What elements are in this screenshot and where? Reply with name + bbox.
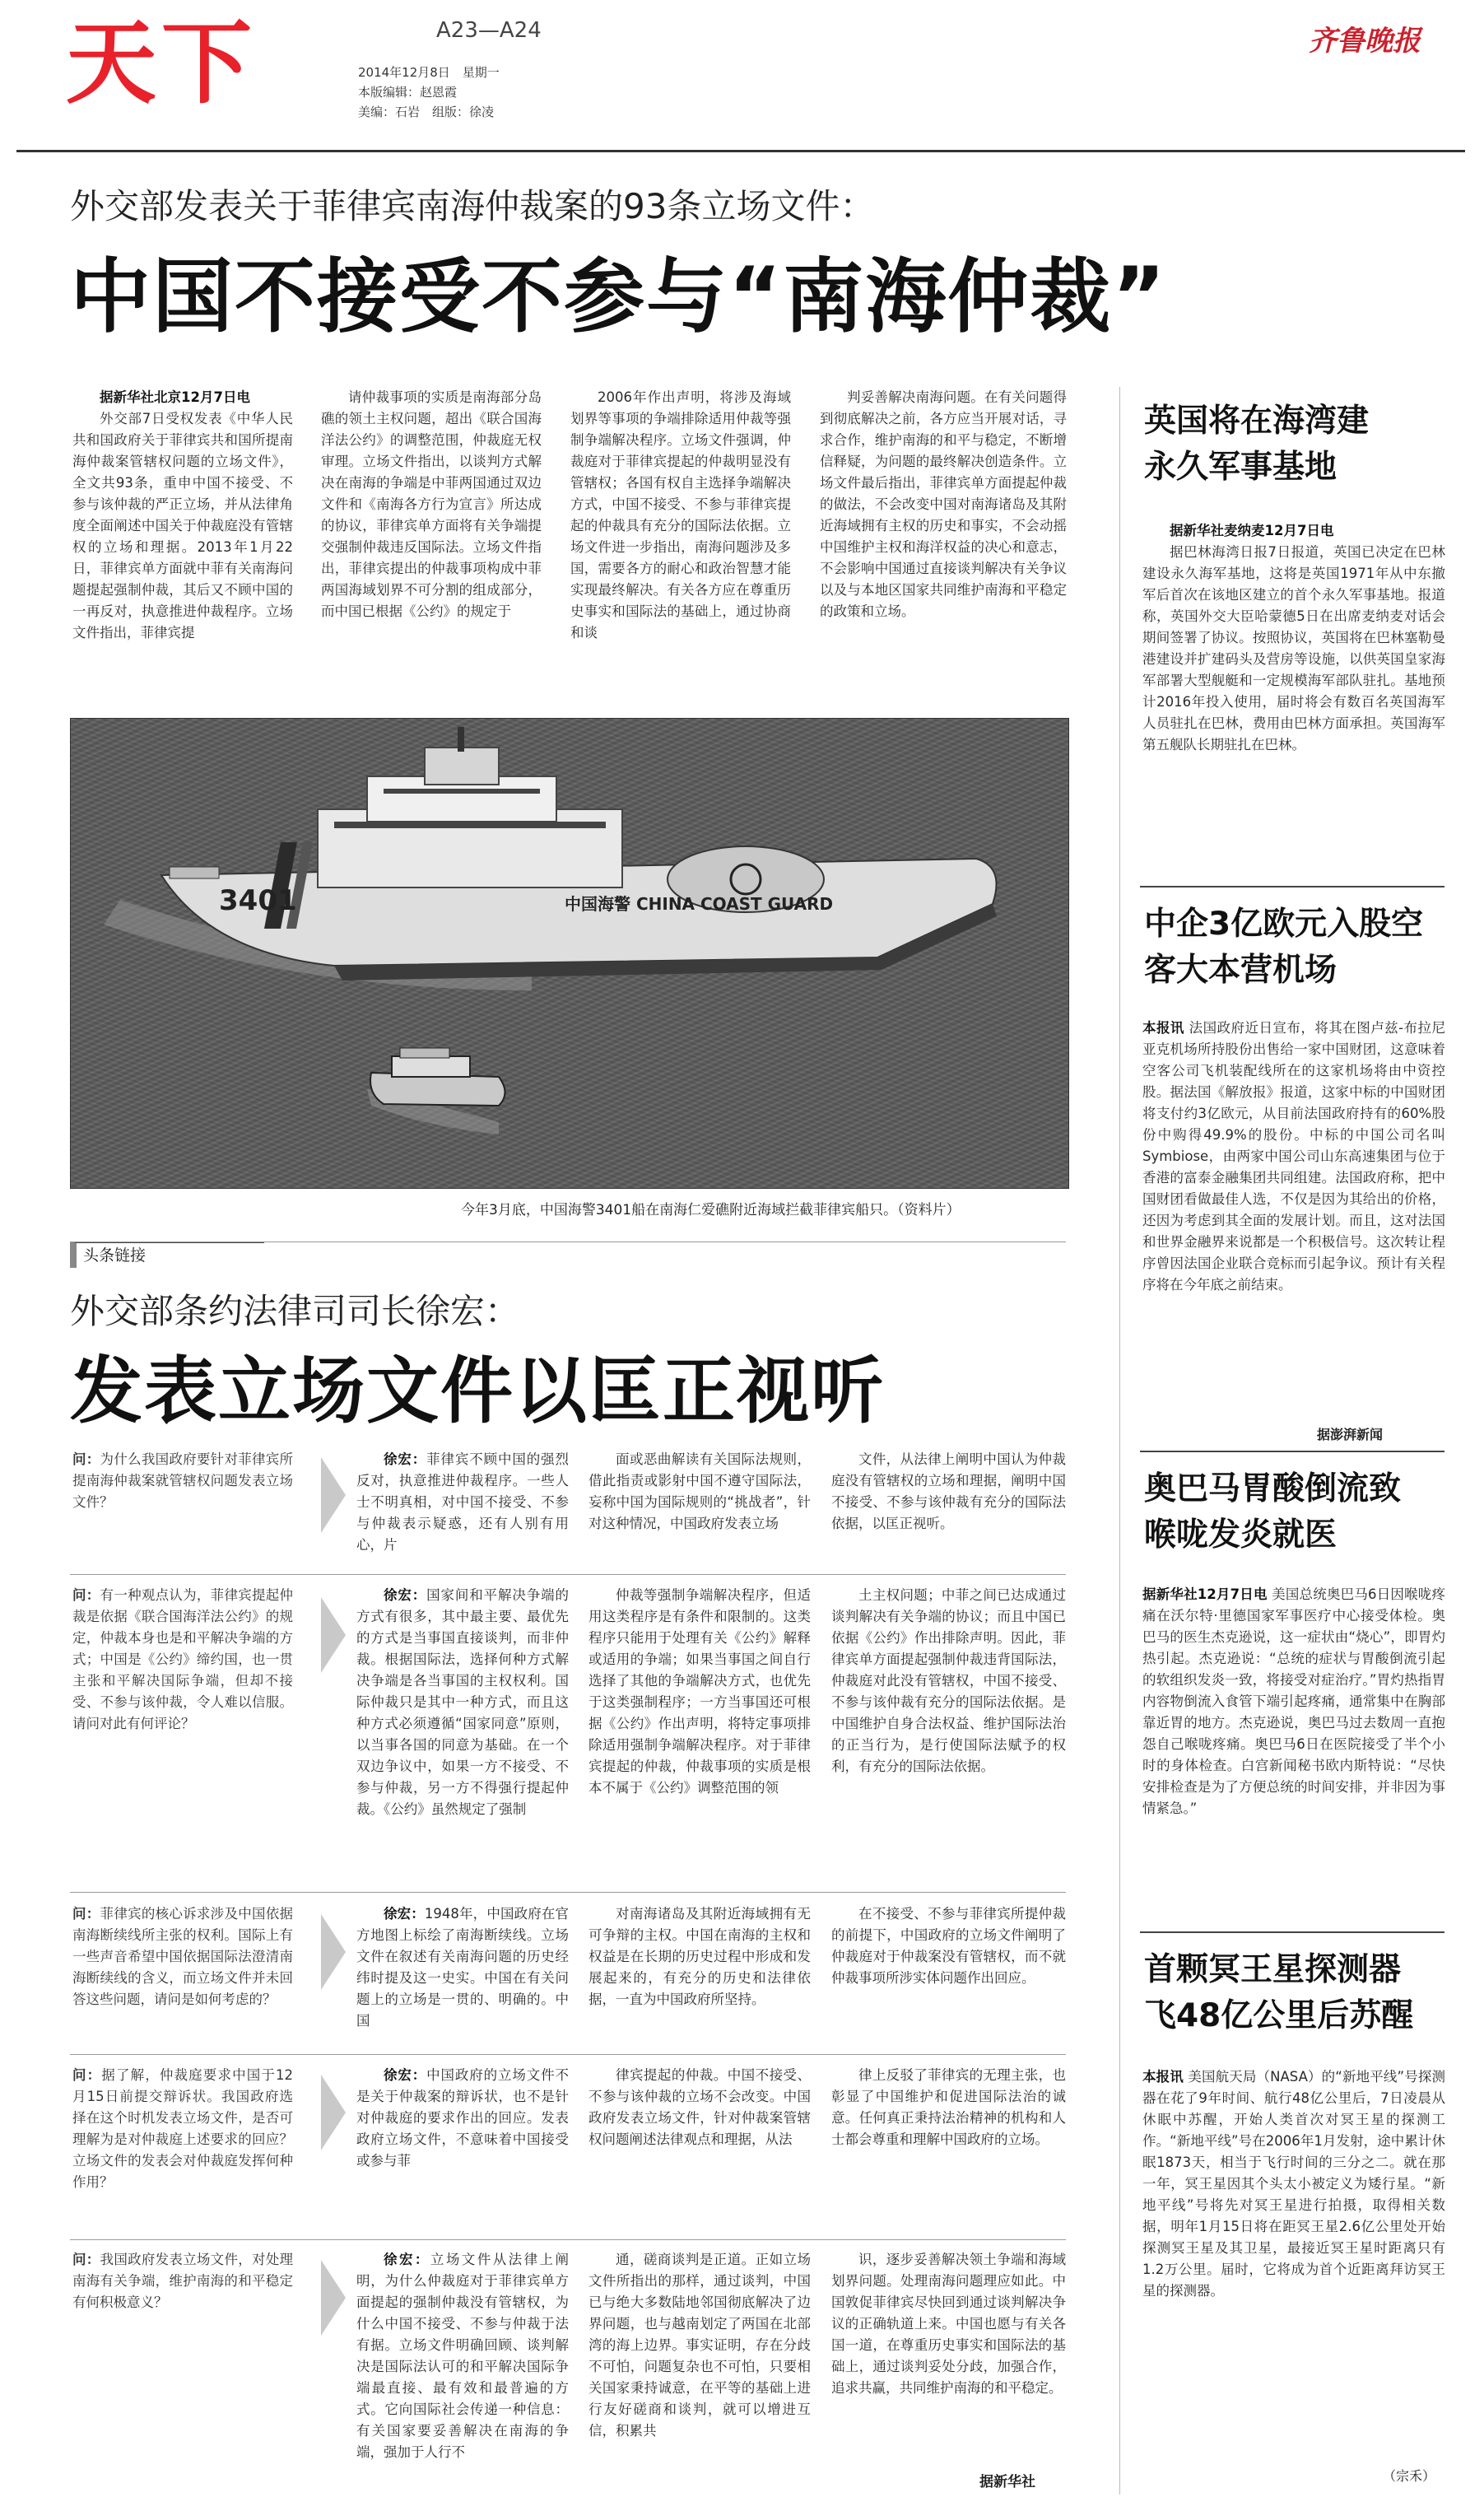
sidebar-text: 法国政府近日宣布，将其在图卢兹-布拉尼亚克机场所持股份出售给一家中国财团，这意味着空客公司飞机装配线所在的这家机场将由中资控股。据法国《解放报》报道，这家中标的中国财团将支付约3亿欧元，从目前法国政府持有的60%股份中购得49.9%的股份。中标的中国公司名叫Symbiose，由两家中国公司山东高速集团与位于香港的富泰金融集团共同组建。法国政府称，把中国财团看做最佳人选，不仅是因为其给出的价格，还因为考虑到其全面的发展计划。而且，这对法国和世界金融界来说都是一个积极信号。这次转让程序曾因法国企业联合竞标而引起争议。预计有关程序将在今年底之前结束。 bbox=[1142, 1020, 1445, 1293]
main-column-text: 判妥善解决南海问题。在有关问题得到彻底解决之前，各方应当开展对话，寻求合作，维护南海的和平与稳定，不断增信释疑，为问题的最终解决创造条件。立场文件最后指出，菲律宾单方面提起仲裁的做法，不会改变中国对南海诸岛及其附近海域拥有主权的历史和事实，不会动摇中国维护主权和海洋权益的决心和意志，不会影响中国通过直接谈判解决有关争议以及与本地区国家共同维护南海和平稳定的政策和立场。 bbox=[820, 389, 1067, 619]
answer-text: 中国政府的立场文件不是关于仲裁案的辩诉状，也不是针对仲裁庭的要求作出的回应。发表政府立场文件，不意味着中国接受或参与菲 bbox=[356, 2067, 569, 2169]
sidebar-credit: （宗禾） bbox=[1383, 2468, 1436, 2484]
main-column-4 bbox=[820, 387, 1067, 696]
qa-arrow-icon bbox=[321, 2075, 346, 2150]
answer-text: 菲律宾不顾中国的强烈反对，执意推进仲裁程序。一些人士不明真相，对中国不接受、不参与仲裁表示疑惑，还有人别有用心，片 bbox=[356, 1451, 569, 1553]
sidebar-text: 据巴林海湾日报7日报道，英国已决定在巴林建设永久海军基地，这将是英国1971年从中东撤军后首次在该地区建立的首个永久军事基地。报道称，英国外交大臣哈蒙德5日在出席麦纳麦对话会期间签署了协议。按照协议，英国将在巴林塞勒曼港建设并扩建码头及营房等设施，以供英国皇家海军部署大型舰艇和一定规模海军部队驻扎。基地预计2016年投入使用，届时将会有数百名英国海军人员驻扎在巴林，费用由巴林方面承担。英国海军第五舰队长期驻扎在巴林。 bbox=[1142, 544, 1445, 752]
sidebar-story-3 bbox=[1142, 1584, 1445, 1913]
question-text: 有一种观点认为，菲律宾提起仲裁是依据《联合国海洋法公约》的规定，仲裁本身也是和平解决争端的方式；中国是《公约》缔约国，也一贯主张和平解决国际争端，但却不接受、不参与该仲裁，令人难以信服。请问对此有何评论？ bbox=[72, 1587, 293, 1731]
qa-answer-5-col-3 bbox=[831, 2249, 1066, 2467]
answer-text: 国家间和平解决争端的方式有很多，其中最主要、最优先的方式是当事国直接谈判，而非仲裁。根据国际法，选择何种方式解决争端是各当事国的主权权利。国际仲裁只是其中一种方式，而且这种方式必须遵循“国家同意”原则，以当事各国的同意为基础。在一个双边争议中，如果一方不接受、不参与仲裁，另一方不得强行提起仲裁。《公约》虽然规定了强制 bbox=[356, 1587, 569, 1817]
question-label: 问： bbox=[72, 2067, 102, 2083]
issue-date: 2014年12月8日 星期一 bbox=[358, 65, 500, 80]
qa-answer-4-col-1 bbox=[356, 2065, 569, 2229]
masthead-rule bbox=[16, 150, 1465, 152]
qa-question-2 bbox=[72, 1585, 293, 1881]
sidebar-headline-1: 英国将在海湾建永久军事基地 bbox=[1144, 403, 1370, 486]
qa-question-3 bbox=[72, 1903, 293, 2043]
sidebar-byline: 本报讯 bbox=[1142, 2069, 1184, 2085]
qa-arrow-icon bbox=[321, 2260, 346, 2336]
link-kicker: 外交部条约法律司司长徐宏： bbox=[70, 1291, 520, 1331]
qa-answer-3-col-2 bbox=[588, 1903, 811, 2043]
sidebar-headline-2: 中企3亿欧元入股空客大本营机场 bbox=[1144, 906, 1424, 989]
qa-separator bbox=[70, 2239, 1066, 2240]
answer-text: 仲裁等强制争端解决程序，但适用这类程序是有条件和限制的。这类程序只能用于处理有关《公约》解释或适用的争端；如果当事国之间自行选择了其他的争端解决方式，也优先于这类强制程序；一方当事国还可根据《公约》作出声明，将特定事项排除适用强制争端解决程序。对于菲律宾提起的仲裁，仲裁事项的实质是根本不属于《公约》调整范围的领 bbox=[588, 1587, 811, 1796]
ship-photo-illustration bbox=[71, 719, 1068, 1188]
page-range: A23—A24 bbox=[436, 18, 542, 43]
photo-caption: 今年3月底，中国海警3401船在南海仁爱礁附近海域拦截菲律宾船只。（资料片） bbox=[461, 1202, 961, 1218]
main-column-text: 请仲裁事项的实质是南海部分岛礁的领土主权问题，超出《联合国海洋法公约》的调整范围，仲裁庭无权审理。立场文件指出，以谈判方式解决在南海的争端是中菲两国通过双边文件和《南海各方行为宣言》所达成的协议，菲律宾单方面将有关争端提交强制仲裁违反国际法。立场文件指出，菲律宾提出的仲裁事项构成中菲两国海域划界不可分割的组成部分，而中国已根据《公约》的规定于 bbox=[321, 389, 542, 619]
qa-arrow-icon bbox=[321, 1457, 346, 1533]
sidebar-headline-4: 首颗冥王星探测器飞48亿公里后苏醒 bbox=[1144, 1951, 1414, 2034]
answer-text: 识，逐步妥善解决领土争端和海域划界问题。处理南海问题理应如此。中国敦促菲律宾尽快回到通过谈判解决争议的正确轨道上来。中国也愿与有关各国一道，在尊重历史事实和国际法的基础上，通过谈判妥处分歧，加强合作，追求共赢，共同维护南海的和平稳定。 bbox=[831, 2252, 1066, 2396]
answer-text: 面或恶曲解读有关国际法规则，借此指责或影射中国不遵守国际法，妄称中国为国际规则的“挑战者”，针对这种情况，中国政府发表立场 bbox=[588, 1451, 811, 1531]
answer-text: 1948年，中国政府在官方地图上标绘了南海断续线。立场文件在叙述有关南海问题的历史经纬时提及这一史实。中国在有关问题上的立场是一贯的、明确的。中国 bbox=[356, 1906, 569, 2029]
qa-answer-1-col-2 bbox=[588, 1449, 811, 1564]
main-column-2 bbox=[321, 387, 542, 696]
main-column-text: 外交部7日受权发表《中华人民共和国政府关于菲律宾共和国所提南海仲裁案管辖权问题的立场文件》，全文共93条，重申中国不接受、不参与该仲裁的严正立场，并从法律角度全面阐述中国关于仲裁庭没有管辖权的立场和理据。2013年1月22日，菲律宾单方面就中菲有关南海问题提起强制仲裁，其后又不顾中国的一再反对，执意推进仲裁程序。立场文件指出，菲律宾提 bbox=[72, 411, 293, 641]
sidebar-story-4 bbox=[1142, 2066, 1445, 2460]
qa-answer-3-col-1 bbox=[356, 1903, 569, 2043]
ship-name-text: 中国海警 CHINA COAST GUARD bbox=[565, 894, 834, 914]
question-label: 问： bbox=[72, 1587, 100, 1603]
qa-separator bbox=[70, 1574, 1066, 1575]
main-column-3 bbox=[570, 387, 791, 696]
qa-answer-1-col-1 bbox=[356, 1449, 569, 1564]
answer-text: 在不接受、不参与菲律宾所提仲裁的前提下，中国政府的立场文件阐明了仲裁庭对于仲裁案没有管辖权，而不就仲裁事项所涉实体问题作出回应。 bbox=[831, 1906, 1066, 1986]
sidebar-story-1 bbox=[1142, 520, 1445, 866]
answer-label: 徐宏： bbox=[384, 1906, 425, 1922]
answer-label: 徐宏： bbox=[384, 2067, 427, 2083]
sidebar-credit: 据澎湃新闻 bbox=[1317, 1427, 1384, 1442]
main-kicker: 外交部发表关于菲律宾南海仲裁案的93条立场文件： bbox=[70, 186, 875, 226]
link-headline: 发表立场文件以匡正视听 bbox=[70, 1349, 886, 1433]
qa-answer-5-col-1 bbox=[356, 2249, 569, 2488]
qa-answer-1-col-3 bbox=[831, 1449, 1066, 1564]
sidebar-text: 美国航天局（NASA）的“新地平线”号探测器在花了9年时间、航行48亿公里后，7日凌晨从休眠中苏醒，开始人类首次对冥王星的探测工作。“新地平线”号在2006年1月发射，途中累计休眠1873天，相当于飞行时间的三分之二。就在那一年，冥王星因其个头太小被定义为矮行星。“新地平线”号将先对冥王星进行拍摄，取得相关数据，明年1月15日将在距冥王星2.6亿公里处开始探测冥王星及其卫星，最接近冥王星时距离只有1.2万公里。届时，它将成为首个近距离拜访冥王星的探测器。 bbox=[1142, 2069, 1445, 2299]
qa-arrow-icon bbox=[321, 1914, 346, 1990]
sidebar-byline: 本报讯 bbox=[1142, 1020, 1184, 1036]
newspaper-brand-logo: 齐鲁晚报 bbox=[1309, 25, 1421, 58]
sidebar-rule bbox=[1140, 1931, 1444, 1933]
answer-text: 立场文件从法律上阐明，为什么仲裁庭对于菲律宾单方面提起的强制仲裁没有管辖权，为什么中国不接受、不参与仲裁于法有据。立场文件明确回顾、谈判解决是国际法认可的和平解决国际争端最直接、最有效和最普遍的方式。它向国际社会传递一种信息：有关国家要妥善解决在南海的争端，强加于人行不 bbox=[356, 2252, 569, 2460]
qa-answer-4-col-2 bbox=[588, 2065, 811, 2229]
qa-answer-3-col-3 bbox=[831, 1903, 1066, 2043]
main-column-text: 2006年作出声明，将涉及海域划界等事项的争端排除适用仲裁等强制争端解决程序。立场文件强调，仲裁庭对于菲律宾提起的仲裁明显没有管辖权；各国有权自主选择争端解决方式，中国不接受、不参与菲律宾提起的仲裁具有充分的国际法依据。立场文件进一步指出，南海问题涉及多国，需要各方的耐心和政治智慧才能实现最终解决。有关各方应在尊重历史事实和国际法的基础上，通过协商和谈 bbox=[570, 389, 791, 641]
qa-answer-2-col-1 bbox=[356, 1585, 569, 1881]
hull-number-text: 3401 bbox=[219, 884, 297, 917]
qa-answer-2-col-2 bbox=[588, 1585, 811, 1881]
qa-answer-2-col-3 bbox=[831, 1585, 1066, 1881]
sidebar-text: 美国总统奥巴马6日因喉咙疼痛在沃尔特·里德国家军事医疗中心接受体检。奥巴马的医生杰克逊说，这一症状由“烧心”，即胃灼热引起。杰克逊说：“总统的症状与胃酸倒流引起的软组织发炎一致，将接受对症治疗。”胃灼热指胃内容物倒流入食管下端引起疼痛，通常集中在胸部靠近胃的地方。杰克逊说，奥巴马过去数周一直抱怨自己喉咙疼痛。奥巴马6日在医院接受了半个小时的身体检查。白宫新闻秘书欧内斯特说：“尽快安排检查是为了方便总统的时间安排，并非因为事情紧急。” bbox=[1142, 1586, 1445, 1816]
sidebar-story-2 bbox=[1142, 1018, 1445, 1429]
sidebar-rule bbox=[1140, 1451, 1444, 1452]
question-text: 为什么我国政府要针对菲律宾所提南海仲裁案就管辖权问题发表立场文件？ bbox=[72, 1451, 293, 1510]
sidebar-byline: 据新华社麦纳麦12月7日电 bbox=[1170, 523, 1334, 538]
masthead-meta bbox=[358, 63, 500, 122]
question-text: 我国政府发表立场文件，对处理南海有关争端，维护南海的和平稳定有何积极意义？ bbox=[72, 2252, 293, 2310]
design-credit: 美编：石岩 组版：徐凌 bbox=[358, 105, 495, 119]
sidebar-headline-3: 奥巴马胃酸倒流致喉咙发炎就医 bbox=[1144, 1470, 1402, 1554]
question-label: 问： bbox=[72, 2252, 100, 2267]
question-text: 据了解，仲裁庭要求中国于12月15日前提交辩诉状。我国政府选择在这个时机发表立场文件，是否可理解为是对仲裁庭上述要求的回应？立场文件的发表会对仲裁庭发挥何种作用？ bbox=[72, 2067, 293, 2190]
answer-label: 徐宏： bbox=[384, 1451, 427, 1467]
editor-credit: 本版编辑：赵恩霞 bbox=[358, 85, 458, 100]
qa-answer-4-col-3 bbox=[831, 2065, 1066, 2229]
question-label: 问： bbox=[72, 1451, 100, 1467]
answer-text: 律上反驳了菲律宾的无理主张，也彰显了中国维护和促进国际法治的诚意。任何真正秉持法治精神的机构和人士都会尊重和理解中国政府的立场。 bbox=[831, 2067, 1066, 2147]
answer-label: 徐宏： bbox=[384, 1587, 427, 1603]
answer-text: 对南海诸岛及其附近海域拥有无可争辩的主权。中国在南海的主权和权益是在长期的历史过程中形成和发展起来的，有充分的历史和法律依据，一直为中国政府所坚持。 bbox=[588, 1906, 811, 2007]
sidebar-divider bbox=[1119, 387, 1120, 2495]
sidebar-rule bbox=[1140, 886, 1444, 887]
answer-text: 通，磋商谈判是正道。正如立场文件所指出的那样，通过谈判，中国已与绝大多数陆地邻国彻底解决了边界问题，也与越南划定了两国在北部湾的海上边界。事实证明，存在分歧不可怕，问题复杂也不可怕，只要相关国家秉持诚意，在平等的基础上进行友好磋商和谈判，就可以增进互信，积累共 bbox=[588, 2252, 811, 2439]
answer-text: 文件，从法律上阐明中国认为仲裁庭没有管辖权的立场和理据，阐明中国不接受、不参与该仲裁有充分的国际法依据，以匡正视听。 bbox=[831, 1451, 1066, 1531]
main-byline: 据新华社北京12月7日电 bbox=[100, 389, 250, 405]
qa-credit: 据新华社 bbox=[979, 2474, 1035, 2490]
answer-text: 律宾提起的仲裁。中国不接受、不参与该仲裁的立场不会改变。中国政府发表立场文件，针对仲裁案管辖权问题阐述法律观点和理据，从法 bbox=[588, 2067, 811, 2147]
answer-label: 徐宏： bbox=[384, 2252, 430, 2267]
news-photo bbox=[70, 718, 1069, 1189]
link-tag: 头条链接 bbox=[70, 1242, 264, 1268]
qa-question-4 bbox=[72, 2065, 293, 2229]
sidebar-byline: 据新华社12月7日电 bbox=[1142, 1586, 1268, 1602]
qa-separator bbox=[70, 2054, 1066, 2055]
question-text: 菲律宾的核心诉求涉及中国依据南海断续线所主张的权利。国际上有一些声音希望中国依据国际法澄清南海断续线的含义，而立场文件并未回答这些问题，请问是如何考虑的？ bbox=[72, 1906, 293, 2007]
answer-text: 土主权问题；中菲之间已达成通过谈判解决有关争端的协议；而且中国已依据《公约》作出排除声明。因此，菲律宾单方面提起强制仲裁违背国际法，仲裁庭对此没有管辖权，中国不接受、不参与该仲裁有充分的国际法依据。是中国维护自身合法权益、维护国际法治的正当行为，是行使国际法赋予的权利，有充分的国际法依据。 bbox=[831, 1587, 1066, 1774]
qa-arrow-icon bbox=[321, 1597, 346, 1673]
main-column-1 bbox=[72, 387, 293, 696]
main-headline: 中国不接受不参与“南海仲裁” bbox=[70, 250, 1167, 344]
qa-question-1 bbox=[72, 1449, 293, 1564]
qa-question-5 bbox=[72, 2249, 293, 2488]
qa-answer-5-col-2 bbox=[588, 2249, 811, 2488]
qa-separator bbox=[70, 1892, 1066, 1893]
question-label: 问： bbox=[72, 1906, 100, 1922]
section-logo: 天下 bbox=[66, 11, 257, 116]
